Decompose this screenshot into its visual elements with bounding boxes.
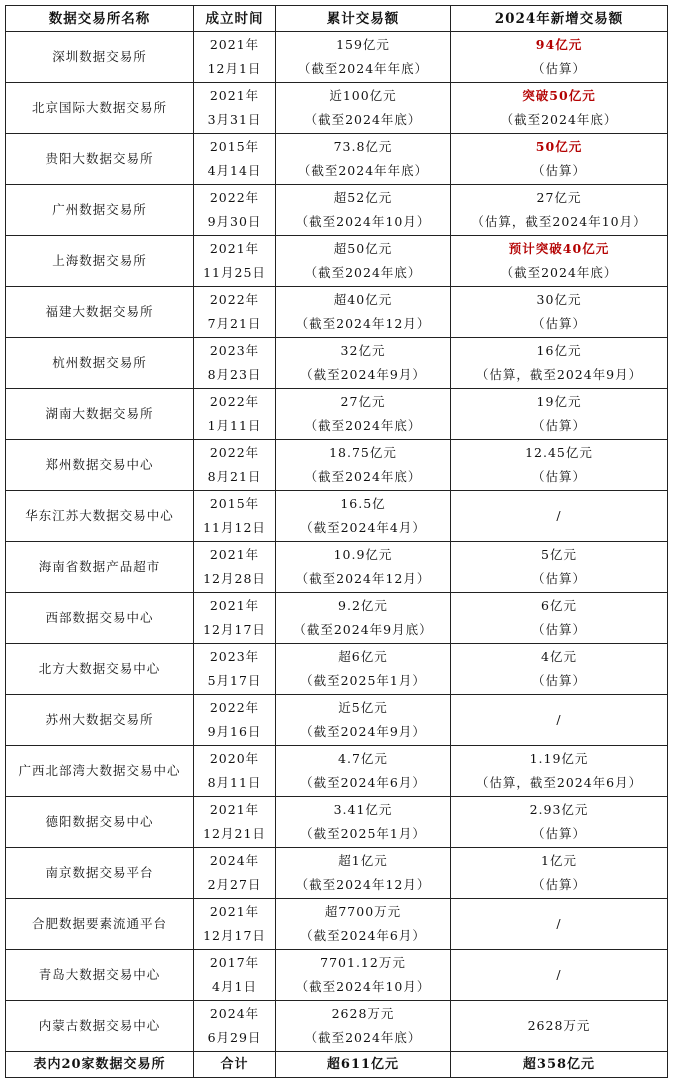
exchange-name: 广西北部湾大数据交易中心 (6, 746, 194, 797)
cumulative-volume-line: 73.8亿元 (333, 139, 393, 154)
table-row (6, 593, 668, 644)
cumulative-volume-line: （截至2024年4月） (300, 520, 426, 535)
founded-date-line: 12月28日 (203, 571, 266, 586)
founded-date-line: 2022年 (209, 190, 260, 205)
founded-date-line: 9月30日 (207, 214, 262, 229)
cumulative-volume-line: 超52亿元 (333, 190, 393, 205)
cumulative-volume-line: （截至2024年9月底） (293, 622, 433, 637)
cumulative-volume-line: 16.5亿 (340, 496, 386, 511)
new-volume-2024 (451, 746, 668, 797)
founded-date-line: 9月16日 (207, 724, 262, 739)
cumulative-volume-line: （截至2024年12月） (295, 877, 431, 892)
new-volume-line: 19亿元 (536, 394, 582, 409)
cumulative-volume (276, 287, 451, 338)
table-row (6, 950, 668, 1001)
founded-date-line: 4月14日 (207, 163, 262, 178)
header-total: 累计交易额 (276, 6, 451, 32)
founded-date (194, 1001, 276, 1052)
cumulative-volume (276, 542, 451, 593)
new-volume-line: （截至2024年底） (500, 112, 618, 127)
new-volume-line: 94亿元 (535, 37, 583, 52)
table-row (6, 848, 668, 899)
new-volume-2024 (451, 134, 668, 185)
founded-date (194, 491, 276, 542)
cumulative-volume-line: 18.75亿元 (329, 445, 397, 460)
table-row (6, 491, 668, 542)
table-row (6, 83, 668, 134)
founded-date-line: 8月21日 (207, 469, 262, 484)
cumulative-volume (276, 644, 451, 695)
new-volume-2024 (451, 848, 668, 899)
cumulative-volume-line: （截至2024年底） (304, 112, 422, 127)
founded-date-line: 2021年 (209, 598, 260, 613)
cumulative-volume (276, 236, 451, 287)
new-volume-2024 (451, 338, 668, 389)
table-row (6, 695, 668, 746)
exchange-name: 西部数据交易中心 (6, 593, 194, 644)
new-volume-line: （估算） (531, 673, 586, 688)
founded-date (194, 338, 276, 389)
exchange-name: 北方大数据交易中心 (6, 644, 194, 695)
new-volume-line: （估算） (531, 469, 586, 484)
founded-date-line: 8月23日 (207, 367, 262, 382)
exchange-name: 华东江苏大数据交易中心 (6, 491, 194, 542)
cumulative-volume-line: （截至2024年12月） (295, 316, 431, 331)
new-volume-line: / (556, 712, 562, 727)
new-volume-line: 16亿元 (536, 343, 582, 358)
cumulative-volume (276, 797, 451, 848)
founded-date-line: 2023年 (209, 649, 260, 664)
founded-date-line: 2021年 (209, 37, 260, 52)
cumulative-volume (276, 695, 451, 746)
founded-date (194, 134, 276, 185)
founded-date-line: 2024年 (209, 1006, 260, 1021)
exchange-name: 青岛大数据交易中心 (6, 950, 194, 1001)
new-volume-2024 (451, 899, 668, 950)
new-volume-2024 (451, 440, 668, 491)
founded-date-line: 2022年 (209, 394, 260, 409)
new-volume-line: （估算，截至2024年6月） (475, 775, 643, 790)
new-volume-2024 (451, 389, 668, 440)
cumulative-volume-line: （截至2024年9月） (300, 367, 426, 382)
cumulative-volume (276, 185, 451, 236)
table-row (6, 899, 668, 950)
founded-date-line: 2015年 (209, 139, 260, 154)
exchange-name: 南京数据交易平台 (6, 848, 194, 899)
new-volume-2024 (451, 32, 668, 83)
founded-date (194, 593, 276, 644)
founded-date (194, 236, 276, 287)
cumulative-volume-line: （截至2024年6月） (300, 928, 426, 943)
cumulative-volume-line: 超6亿元 (338, 649, 388, 664)
founded-date-line: 2022年 (209, 700, 260, 715)
cumulative-volume-line: 超1亿元 (338, 853, 388, 868)
exchange-name: 合肥数据要素流通平台 (6, 899, 194, 950)
founded-date-line: 11月12日 (203, 520, 266, 535)
table-row (6, 134, 668, 185)
exchange-name: 郑州数据交易中心 (6, 440, 194, 491)
exchange-name: 福建大数据交易所 (6, 287, 194, 338)
exchange-name: 北京国际大数据交易所 (6, 83, 194, 134)
founded-date-line: 4月1日 (212, 979, 257, 994)
cumulative-volume (276, 950, 451, 1001)
founded-date (194, 287, 276, 338)
table-row (6, 440, 668, 491)
cumulative-volume-line: （截至2024年底） (304, 418, 422, 433)
exchange-name: 德阳数据交易中心 (6, 797, 194, 848)
founded-date-line: 6月29日 (207, 1030, 262, 1045)
new-volume-2024 (451, 185, 668, 236)
founded-date-line: 2021年 (209, 88, 260, 103)
cumulative-volume-line: （截至2024年底） (304, 1030, 422, 1045)
table-row (6, 542, 668, 593)
founded-date-line: 2月27日 (207, 877, 262, 892)
new-volume-2024 (451, 950, 668, 1001)
founded-date-line: 2022年 (209, 292, 260, 307)
cumulative-volume (276, 746, 451, 797)
cumulative-volume-line: （截至2024年底） (304, 265, 422, 280)
cumulative-volume (276, 338, 451, 389)
cumulative-volume-line: （截至2025年1月） (300, 826, 426, 841)
new-volume-line: 30亿元 (536, 292, 582, 307)
new-volume-line: 2628万元 (527, 1018, 591, 1033)
founded-date-line: 8月11日 (207, 775, 262, 790)
table-row (6, 287, 668, 338)
new-volume-line: （估算） (531, 571, 586, 586)
founded-date (194, 83, 276, 134)
new-volume-line: / (556, 967, 562, 982)
new-volume-2024 (451, 83, 668, 134)
founded-date-line: 12月21日 (203, 826, 266, 841)
founded-date (194, 899, 276, 950)
new-volume-line: 1.19亿元 (529, 751, 589, 766)
cumulative-volume (276, 83, 451, 134)
cumulative-volume-line: 超50亿元 (333, 241, 393, 256)
new-volume-line: （估算） (531, 877, 586, 892)
cumulative-volume-line: 159亿元 (336, 37, 390, 52)
cumulative-volume-line: （截至2024年6月） (300, 775, 426, 790)
founded-date (194, 644, 276, 695)
cumulative-volume (276, 899, 451, 950)
table-row (6, 338, 668, 389)
founded-date-line: 3月31日 (207, 112, 262, 127)
new-volume-2024 (451, 695, 668, 746)
founded-date (194, 848, 276, 899)
total-row (6, 1052, 668, 1078)
total-label: 表内20家数据交易所 (6, 1052, 194, 1078)
table-body (6, 32, 668, 1052)
new-volume-line: （估算） (531, 622, 586, 637)
new-volume-line: / (556, 508, 562, 523)
table-row (6, 32, 668, 83)
table-row (6, 797, 668, 848)
cumulative-volume-line: （截至2025年1月） (300, 673, 426, 688)
exchange-name: 深圳数据交易所 (6, 32, 194, 83)
table-row (6, 1001, 668, 1052)
new-volume-line: 预计突破40亿元 (508, 241, 610, 256)
cumulative-volume-line: 10.9亿元 (333, 547, 393, 562)
cumulative-volume-line: （截至2024年年底） (297, 163, 429, 178)
table-row (6, 236, 668, 287)
new-volume-2024 (451, 593, 668, 644)
exchange-name: 内蒙古数据交易中心 (6, 1001, 194, 1052)
new-volume-2024 (451, 236, 668, 287)
founded-date-line: 2023年 (209, 343, 260, 358)
founded-date (194, 389, 276, 440)
new-volume-line: （截至2024年底） (500, 265, 618, 280)
founded-date (194, 695, 276, 746)
founded-date-line: 7月21日 (207, 316, 262, 331)
cumulative-volume (276, 593, 451, 644)
new-volume-2024 (451, 491, 668, 542)
founded-date-line: 2021年 (209, 547, 260, 562)
total-new-sum: 超358亿元 (451, 1052, 668, 1078)
exchange-name: 苏州大数据交易所 (6, 695, 194, 746)
cumulative-volume (276, 134, 451, 185)
cumulative-volume-line: 7701.12万元 (320, 955, 406, 970)
founded-date (194, 746, 276, 797)
exchange-name: 海南省数据产品超市 (6, 542, 194, 593)
header-name: 数据交易所名称 (6, 6, 194, 32)
new-volume-line: （估算，截至2024年9月） (475, 367, 643, 382)
cumulative-volume (276, 491, 451, 542)
founded-date-line: 2017年 (209, 955, 260, 970)
founded-date-line: 2020年 (209, 751, 260, 766)
header-new: 2024年新增交易额 (451, 6, 668, 32)
new-volume-2024 (451, 797, 668, 848)
total-date: 合计 (194, 1052, 276, 1078)
cumulative-volume-line: （截至2024年12月） (295, 571, 431, 586)
founded-date-line: 5月17日 (207, 673, 262, 688)
cumulative-volume-line: 近100亿元 (329, 88, 397, 103)
cumulative-volume-line: 32亿元 (340, 343, 386, 358)
cumulative-volume (276, 1001, 451, 1052)
cumulative-volume-line: （截至2024年底） (304, 469, 422, 484)
founded-date (194, 542, 276, 593)
exchange-name: 广州数据交易所 (6, 185, 194, 236)
founded-date (194, 797, 276, 848)
new-volume-line: （估算） (531, 163, 586, 178)
new-volume-line: 2.93亿元 (529, 802, 589, 817)
cumulative-volume-line: （截至2024年10月） (295, 979, 431, 994)
cumulative-volume-line: 9.2亿元 (338, 598, 388, 613)
exchange-table (5, 5, 668, 1078)
table-row (6, 746, 668, 797)
new-volume-line: 5亿元 (541, 547, 577, 562)
exchange-name: 湖南大数据交易所 (6, 389, 194, 440)
founded-date-line: 12月1日 (207, 61, 262, 76)
cumulative-volume-line: 4.7亿元 (338, 751, 388, 766)
founded-date-line: 2021年 (209, 802, 260, 817)
founded-date-line: 2024年 (209, 853, 260, 868)
cumulative-volume (276, 389, 451, 440)
new-volume-2024 (451, 542, 668, 593)
new-volume-line: / (556, 916, 562, 931)
founded-date-line: 2015年 (209, 496, 260, 511)
cumulative-volume-line: 超40亿元 (333, 292, 393, 307)
founded-date (194, 185, 276, 236)
exchange-name: 上海数据交易所 (6, 236, 194, 287)
cumulative-volume-line: 2628万元 (331, 1006, 395, 1021)
cumulative-volume (276, 848, 451, 899)
cumulative-volume-line: 3.41亿元 (333, 802, 393, 817)
new-volume-line: （估算） (531, 826, 586, 841)
new-volume-line: 27亿元 (536, 190, 582, 205)
cumulative-volume-line: 近5亿元 (338, 700, 388, 715)
new-volume-2024 (451, 644, 668, 695)
new-volume-line: （估算） (531, 418, 586, 433)
new-volume-line: 12.45亿元 (525, 445, 593, 460)
table-row (6, 389, 668, 440)
cumulative-volume (276, 440, 451, 491)
cumulative-volume-line: （截至2024年10月） (295, 214, 431, 229)
new-volume-line: 50亿元 (535, 139, 583, 154)
founded-date (194, 32, 276, 83)
founded-date-line: 11月25日 (203, 265, 266, 280)
new-volume-line: 1亿元 (541, 853, 577, 868)
total-sum: 超611亿元 (276, 1052, 451, 1078)
header-row (6, 6, 668, 32)
new-volume-2024 (451, 287, 668, 338)
founded-date-line: 2021年 (209, 904, 260, 919)
exchange-name: 杭州数据交易所 (6, 338, 194, 389)
header-date: 成立时间 (194, 6, 276, 32)
exchange-name: 贵阳大数据交易所 (6, 134, 194, 185)
founded-date-line: 12月17日 (203, 622, 266, 637)
new-volume-line: （估算） (531, 61, 586, 76)
new-volume-2024 (451, 1001, 668, 1052)
founded-date-line: 1月11日 (207, 418, 262, 433)
new-volume-line: 4亿元 (541, 649, 577, 664)
table-row (6, 185, 668, 236)
cumulative-volume-line: （截至2024年年底） (297, 61, 429, 76)
cumulative-volume-line: （截至2024年9月） (300, 724, 426, 739)
cumulative-volume (276, 32, 451, 83)
new-volume-line: 突破50亿元 (522, 88, 596, 103)
new-volume-line: （估算） (531, 316, 586, 331)
founded-date (194, 950, 276, 1001)
founded-date-line: 12月17日 (203, 928, 266, 943)
founded-date-line: 2022年 (209, 445, 260, 460)
founded-date (194, 440, 276, 491)
new-volume-line: 6亿元 (541, 598, 577, 613)
cumulative-volume-line: 超7700万元 (324, 904, 402, 919)
table-row (6, 644, 668, 695)
cumulative-volume-line: 27亿元 (340, 394, 386, 409)
new-volume-line: （估算，截至2024年10月） (471, 214, 647, 229)
founded-date-line: 2021年 (209, 241, 260, 256)
